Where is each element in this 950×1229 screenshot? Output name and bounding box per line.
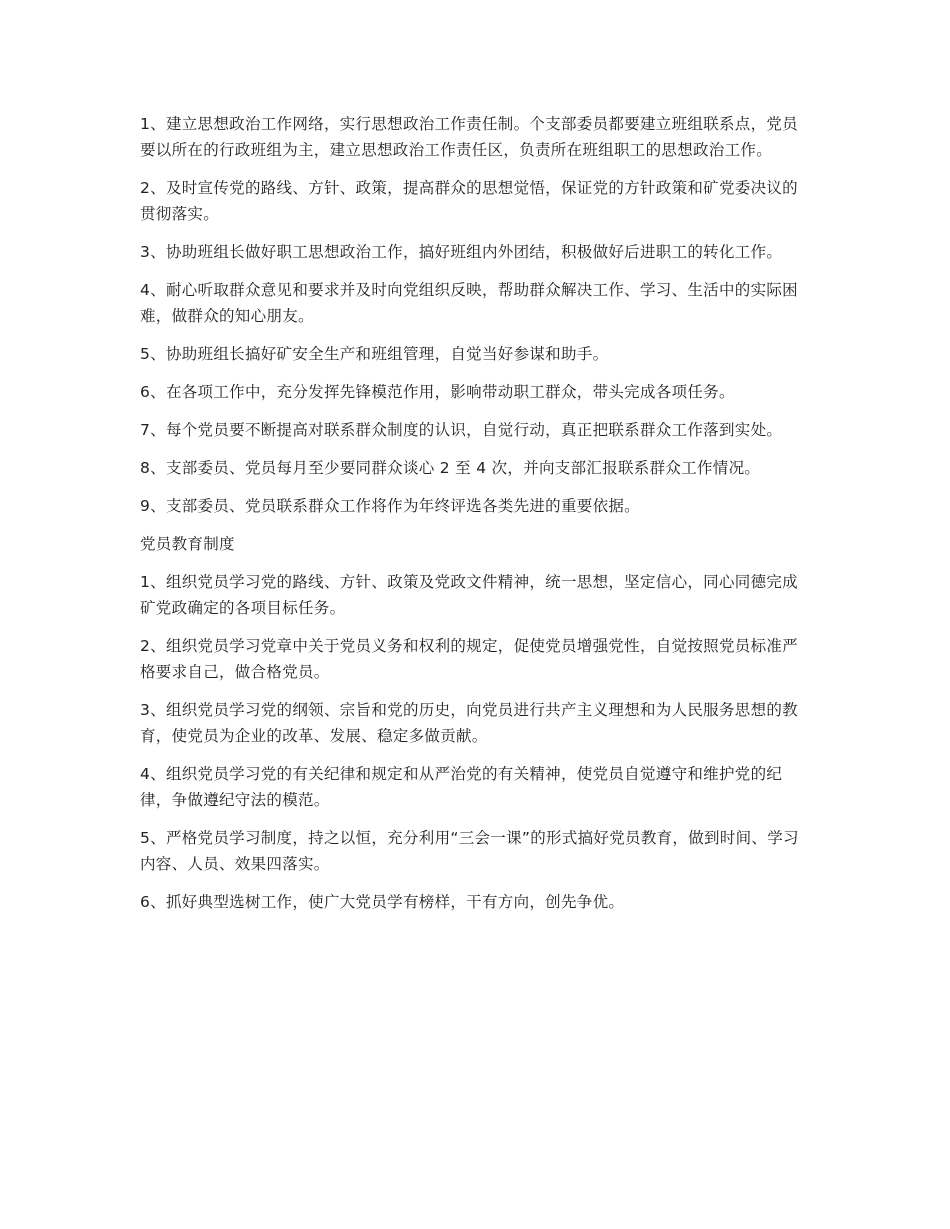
- paragraph: 4、组织党员学习党的有关纪律和规定和从严治党的有关精神，使党员自觉遵守和维护党的纪律，争做遵纪守法的模范。: [140, 765, 783, 809]
- paragraph: 4、耐心听取群众意见和要求并及时向党组织反映，帮助群众解决工作、学习、生活中的实际困难，做群众的知心朋友。: [140, 281, 798, 325]
- paragraph: 1、建立思想政治工作网络，实行思想政治工作责任制。个支部委员都要建立班组联系点，党员要以所在的行政班组为主，建立思想政治工作责任区，负责所在班组职工的思想政治工作。: [140, 115, 798, 159]
- paragraph: 9、支部委员、党员联系群众工作将作为年终评选各类先进的重要依据。: [140, 497, 640, 515]
- paragraph: 2、组织党员学习党章中关于党员义务和权利的规定，促使党员增强党性，自觉按照党员标准严格要求自己，做合格党员。: [140, 637, 798, 681]
- paragraph: 2、及时宣传党的路线、方针、政策，提高群众的思想觉悟，保证党的方针政策和矿党委决议的贯彻落实。: [140, 179, 798, 223]
- paragraph: 5、协助班组长搞好矿安全生产和班组管理，自觉当好参谋和助手。: [140, 345, 609, 363]
- paragraph: 6、在各项工作中，充分发挥先锋模范作用，影响带动职工群众，带头完成各项任务。: [140, 383, 735, 401]
- paragraph: 1、组织党员学习党的路线、方针、政策及党政文件精神，统一思想，坚定信心，同心同德完成矿党政确定的各项目标任务。: [140, 573, 798, 617]
- paragraph: 5、严格党员学习制度，持之以恒，充分利用“三会一课”的形式搞好党员教育，做到时间、学习内容、人员、效果四落实。: [140, 829, 799, 873]
- paragraph: 6、抓好典型选树工作，使广大党员学有榜样，干有方向，创先争优。: [140, 893, 625, 911]
- paragraph: 7、每个党员要不断提高对联系群众制度的认识，自觉行动，真正把联系群众工作落到实处。: [140, 421, 783, 439]
- paragraph: 3、协助班组长做好职工思想政治工作，搞好班组内外团结，积极做好后进职工的转化工作。: [140, 243, 783, 261]
- paragraph: 8、支部委员、党员每月至少要同群众谈心 2 至 4 次，并向支部汇报联系群众工作情况。: [140, 459, 761, 477]
- document-body: [140, 111, 810, 927]
- section-heading: 党员教育制度: [140, 535, 235, 553]
- paragraph: 3、组织党员学习党的纲领、宗旨和党的历史，向党员进行共产主义理想和为人民服务思想的教育，使党员为企业的改革、发展、稳定多做贡献。: [140, 701, 798, 745]
